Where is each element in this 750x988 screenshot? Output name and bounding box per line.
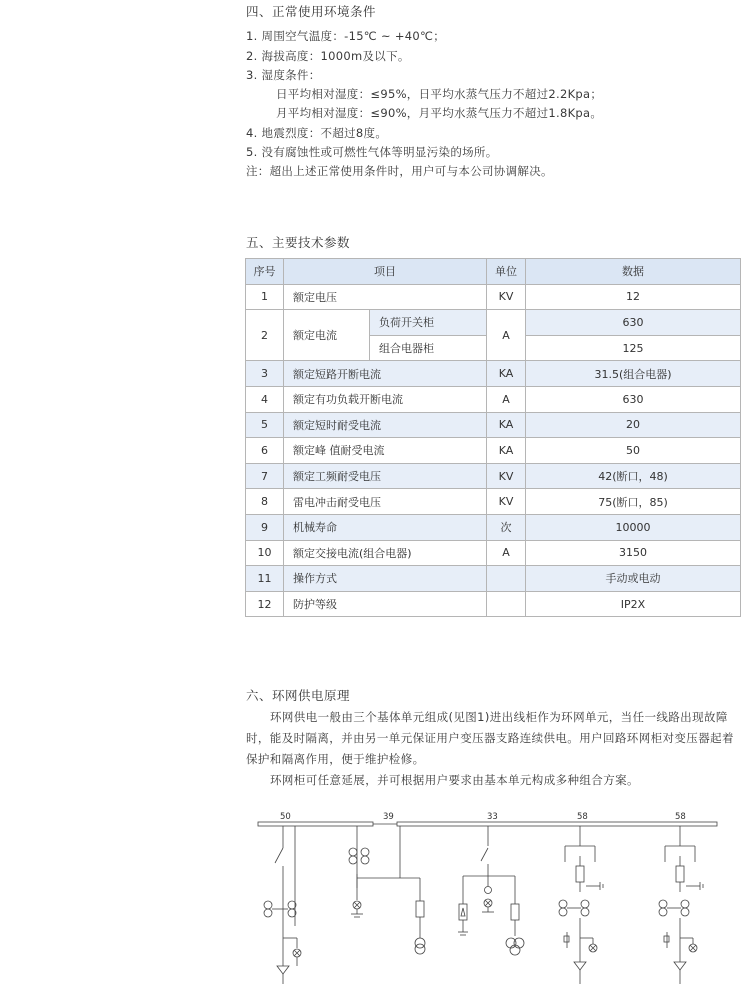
cell-no: 7	[246, 463, 284, 489]
cell-item: 额定交接电流(组合电器)	[284, 540, 487, 566]
table-row	[246, 540, 741, 566]
cell-no: 6	[246, 438, 284, 464]
cell-data: 630	[526, 310, 741, 336]
table-row	[246, 386, 741, 412]
cell-item: 额定短时耐受电流	[284, 412, 487, 438]
cell-data: 630	[526, 386, 741, 412]
cell-item: 防护等级	[284, 591, 487, 617]
table-row	[246, 438, 741, 464]
env-item-2: 2. 海拔高度：1000m及以下。	[246, 49, 410, 63]
cell-item: 额定有功负载开断电流	[284, 386, 487, 412]
table-header-row	[246, 259, 741, 285]
cell-item: 额定短路开断电流	[284, 361, 487, 387]
ring-network-diagram	[255, 808, 725, 986]
cell-data: 50	[526, 438, 741, 464]
cell-no: 12	[246, 591, 284, 617]
cell-unit: KA	[487, 412, 526, 438]
unit-transformer-1	[357, 826, 425, 954]
env-item-1: 1. 周围空气温度：-15℃ ~ +40℃；	[246, 29, 446, 43]
label-58a: 58	[577, 812, 588, 822]
cell-item: 额定工频耐受电压	[284, 463, 487, 489]
label-58b: 58	[675, 812, 686, 822]
section6-title: 六、环网供电原理	[246, 688, 351, 703]
busbar-left	[258, 822, 373, 826]
table-row	[246, 591, 741, 617]
section5-title: 五、主要技术参数	[246, 235, 351, 250]
cell-data: 手动或电动	[526, 566, 741, 592]
section6-paragraph-2: 环网柜可任意延展，并可根据用户要求由基本单元构成多种组合方案。	[270, 773, 639, 787]
table-row	[246, 412, 741, 438]
cell-data: 12	[526, 284, 741, 310]
table-row	[246, 514, 741, 540]
cell-data: 42(断口，48)	[526, 463, 741, 489]
cell-no: 4	[246, 386, 284, 412]
spec-table	[245, 258, 741, 617]
cell-item: 额定电流	[284, 310, 370, 361]
cell-data: 75(断口，85)	[526, 489, 741, 515]
cell-subitem: 组合电器柜	[370, 335, 487, 361]
cell-unit: KV	[487, 284, 526, 310]
env-item-3a: 日平均相对湿度：≤95%，日平均水蒸气压力不超过2.2Kpa；	[276, 87, 603, 101]
cell-item: 雷电冲击耐受电压	[284, 489, 487, 515]
header-item: 项目	[284, 259, 487, 285]
table-row	[246, 463, 741, 489]
cell-unit: KA	[487, 438, 526, 464]
label-39: 39	[383, 812, 394, 822]
cell-data: 10000	[526, 514, 741, 540]
cell-no: 2	[246, 310, 284, 361]
cell-no: 11	[246, 566, 284, 592]
cell-no: 9	[246, 514, 284, 540]
cell-unit: A	[487, 540, 526, 566]
cell-data: 3150	[526, 540, 741, 566]
cell-no: 3	[246, 361, 284, 387]
unit-fused-feeder-2	[659, 826, 703, 984]
env-item-4: 4. 地震烈度：不超过8度。	[246, 126, 388, 140]
header-data: 数据	[526, 259, 741, 285]
cell-unit: A	[487, 310, 526, 361]
busbar-right	[397, 822, 717, 826]
env-note: 注：超出上述正常使用条件时，用户可与本公司协调解决。	[246, 164, 553, 178]
header-unit: 单位	[487, 259, 526, 285]
section4-title: 四、正常使用环境条件	[246, 4, 377, 19]
cell-no: 8	[246, 489, 284, 515]
env-item-3: 3. 湿度条件：	[246, 68, 321, 82]
cell-no: 5	[246, 412, 284, 438]
cell-unit	[487, 566, 526, 592]
cell-unit	[487, 591, 526, 617]
label-33: 33	[487, 812, 498, 822]
table-row	[246, 566, 741, 592]
cell-data: IP2X	[526, 591, 741, 617]
cell-unit: KV	[487, 463, 526, 489]
cell-data: 31.5(组合电器)	[526, 361, 741, 387]
cell-unit: KV	[487, 489, 526, 515]
table-row	[246, 361, 741, 387]
cell-item: 机械寿命	[284, 514, 487, 540]
table-row	[246, 310, 741, 336]
label-50: 50	[280, 812, 291, 822]
unit-incoming-2	[458, 826, 524, 955]
unit-fused-feeder-1	[559, 826, 603, 984]
cell-unit: KA	[487, 361, 526, 387]
env-item-3b: 月平均相对湿度：≤90%，月平均水蒸气压力不超过1.8Kpa。	[276, 106, 603, 120]
cell-no: 1	[246, 284, 284, 310]
cell-no: 10	[246, 540, 284, 566]
table-row	[246, 489, 741, 515]
cell-data: 125	[526, 335, 741, 361]
cell-unit: 次	[487, 514, 526, 540]
env-item-5: 5. 没有腐蚀性或可燃性气体等明显污染的场所。	[246, 145, 498, 159]
header-no: 序号	[246, 259, 284, 285]
unit-incoming-1	[264, 826, 301, 984]
cell-item: 操作方式	[284, 566, 487, 592]
cell-unit: A	[487, 386, 526, 412]
cell-item: 额定电压	[284, 284, 487, 310]
cell-data: 20	[526, 412, 741, 438]
section6-paragraph-1: 环网供电一般由三个基体单元组成(见图1)进出线柜作为环网单元，当任一线路出现故障时，能及时隔离，并由另一单元保证用户变压器支路连续供电。用户回路环网柜对变压器起着保护和隔离作用，便于维护检修。	[246, 710, 734, 766]
unit-metering	[349, 826, 369, 917]
cell-item: 额定峰 值耐受电流	[284, 438, 487, 464]
cell-subitem: 负荷开关柜	[370, 310, 487, 336]
table-row	[246, 284, 741, 310]
